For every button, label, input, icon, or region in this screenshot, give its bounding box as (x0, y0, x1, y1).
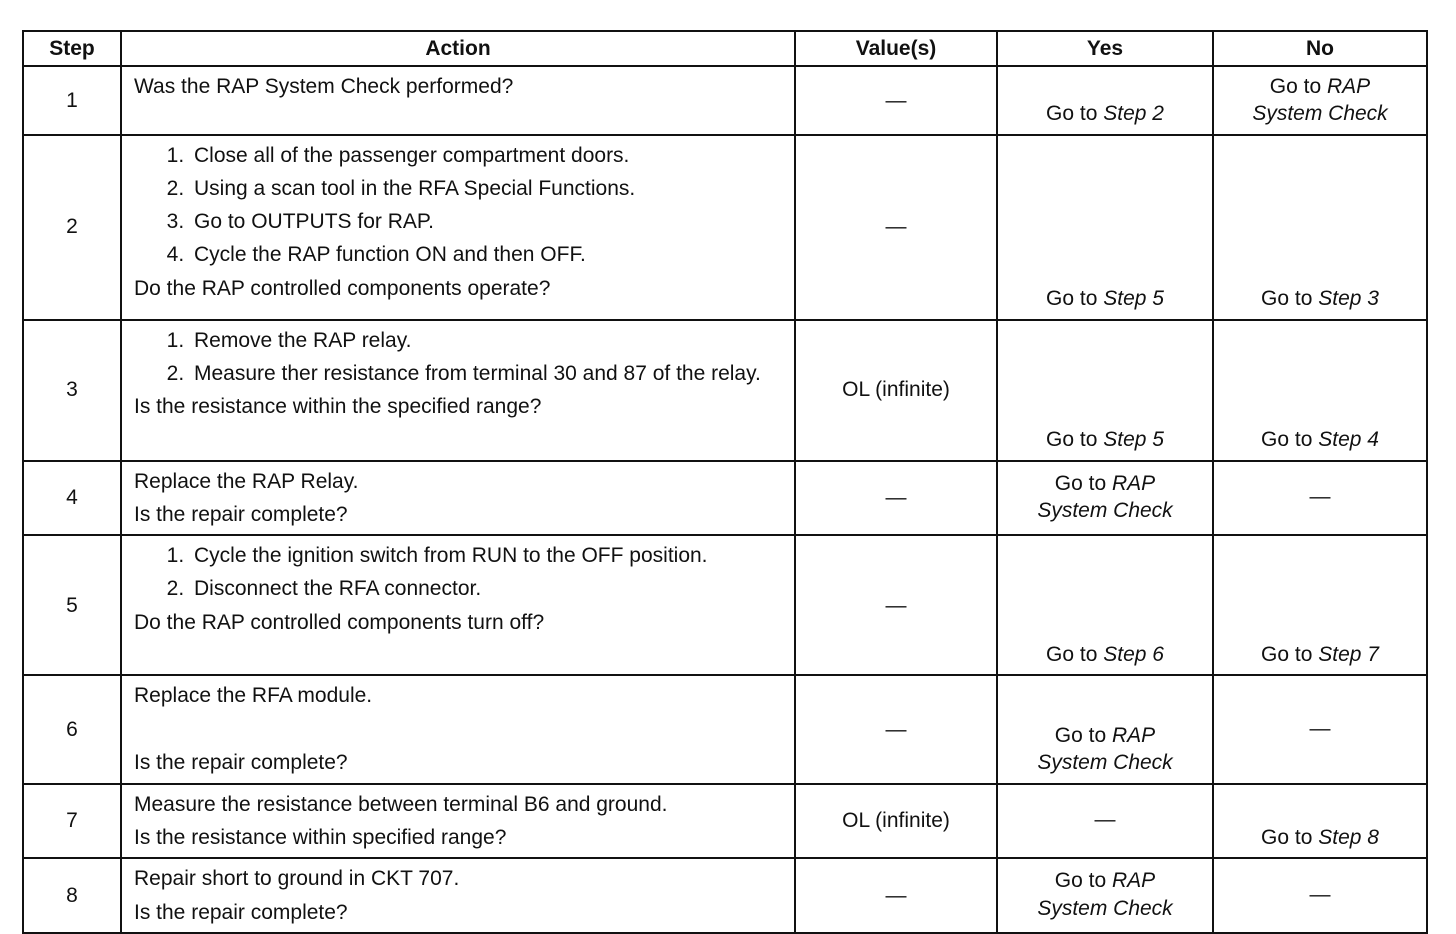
header-yes: Yes (997, 31, 1213, 66)
step-number: 8 (23, 858, 121, 933)
action-question: Do the RAP controlled components turn off? (134, 610, 545, 634)
no-cell (1213, 461, 1427, 536)
table-row (23, 784, 1427, 859)
no-cell (1213, 320, 1427, 461)
step-number: 5 (23, 535, 121, 675)
table-row (23, 675, 1427, 784)
action-cell (121, 675, 795, 784)
action-step-item: 2. Disconnect the RFA connector. (190, 575, 784, 602)
action-step-item: 1. Close all of the passenger compartment doors. (190, 142, 784, 169)
value-cell: — (795, 135, 997, 320)
header-row (23, 31, 1427, 66)
no-cell (1213, 66, 1427, 135)
no-cell (1213, 135, 1427, 320)
step-number: 6 (23, 675, 121, 784)
no-text: Go to Step 8 (1261, 826, 1379, 850)
yes-cell (997, 135, 1213, 320)
action-step-item: 2. Using a scan tool in the RFA Special Functions. (190, 175, 784, 202)
header-values: Value(s) (795, 31, 997, 66)
yes-text: Go to Step 5 (1046, 428, 1164, 452)
spacer (134, 715, 784, 749)
header-no: No (1213, 31, 1427, 66)
action-question: Replace the RFA module. (134, 684, 373, 708)
no-cell (1213, 858, 1427, 933)
yes-cell (997, 66, 1213, 135)
yes-cell (997, 858, 1213, 933)
yes-cell (997, 675, 1213, 784)
action-question: Replace the RAP Relay. (134, 469, 359, 493)
no-cell (1213, 784, 1427, 859)
action-question: Repair short to ground in CKT 707. (134, 867, 460, 891)
yes-text: Go to Step 5 (1046, 287, 1164, 311)
action-step-item: 3. Go to OUTPUTS for RAP. (190, 208, 784, 235)
table-row (23, 66, 1427, 135)
action-cell (121, 784, 795, 859)
table-row (23, 858, 1427, 933)
action-cell (121, 461, 795, 536)
value-cell: — (795, 535, 997, 675)
no-text: — (1309, 883, 1331, 907)
action-steps (134, 542, 784, 603)
value-cell: — (795, 858, 997, 933)
no-cell (1213, 675, 1427, 784)
action-steps (134, 142, 784, 269)
yes-cell (997, 461, 1213, 536)
action-step-item: 4. Cycle the RAP function ON and then OFF. (190, 241, 784, 268)
action-cell (121, 135, 795, 320)
table-row (23, 135, 1427, 320)
value-cell: — (795, 461, 997, 536)
action-question: Measure the resistance between terminal B6 and ground. (134, 792, 668, 816)
action-step-item: 2. Measure ther resistance from terminal 30 and 87 of the relay. (190, 360, 784, 387)
header-step: Step (23, 31, 121, 66)
step-number: 3 (23, 320, 121, 461)
no-text: Go to Step 3 (1261, 287, 1379, 311)
action-question: Is the repair complete? (134, 751, 348, 775)
header-action: Action (121, 31, 795, 66)
action-question: Was the RAP System Check performed? (134, 75, 514, 98)
table-row (23, 320, 1427, 461)
step-number: 1 (23, 66, 121, 135)
action-question: Is the repair complete? (134, 502, 348, 526)
yes-cell (997, 784, 1213, 859)
action-step-item: 1. Cycle the ignition switch from RUN to the OFF position. (190, 542, 784, 569)
action-cell (121, 858, 795, 933)
yes-text: Go to RAP System Check (1037, 724, 1173, 775)
action-question: Do the RAP controlled components operate? (134, 276, 551, 300)
no-text: Go to Step 7 (1261, 642, 1379, 666)
yes-cell (997, 535, 1213, 675)
no-text: — (1309, 485, 1331, 509)
no-text: Go to RAP System Check (1252, 75, 1388, 126)
step-number: 2 (23, 135, 121, 320)
value-cell: OL (infinite) (795, 320, 997, 461)
action-steps (134, 327, 784, 388)
value-cell: — (795, 66, 997, 135)
table-row (23, 535, 1427, 675)
no-cell (1213, 535, 1427, 675)
action-question: Is the resistance within specified range? (134, 826, 507, 850)
action-cell (121, 535, 795, 675)
step-number: 4 (23, 461, 121, 536)
action-question: Is the repair complete? (134, 900, 348, 924)
no-text: — (1309, 716, 1331, 740)
no-text: Go to Step 4 (1261, 428, 1379, 452)
value-cell: — (795, 675, 997, 784)
value-cell: OL (infinite) (795, 784, 997, 859)
yes-cell (997, 320, 1213, 461)
yes-text: — (1094, 808, 1116, 832)
action-cell (121, 320, 795, 461)
step-number: 7 (23, 784, 121, 859)
action-step-item: 1. Remove the RAP relay. (190, 327, 784, 354)
yes-text: Go to RAP System Check (1037, 869, 1173, 920)
diagnostic-table (22, 30, 1428, 934)
action-cell (121, 66, 795, 135)
yes-text: Go to Step 2 (1046, 102, 1164, 126)
yes-text: Go to Step 6 (1046, 642, 1164, 666)
table-row (23, 461, 1427, 536)
action-question: Is the resistance within the specified range? (134, 395, 542, 419)
yes-text: Go to RAP System Check (1037, 471, 1173, 522)
